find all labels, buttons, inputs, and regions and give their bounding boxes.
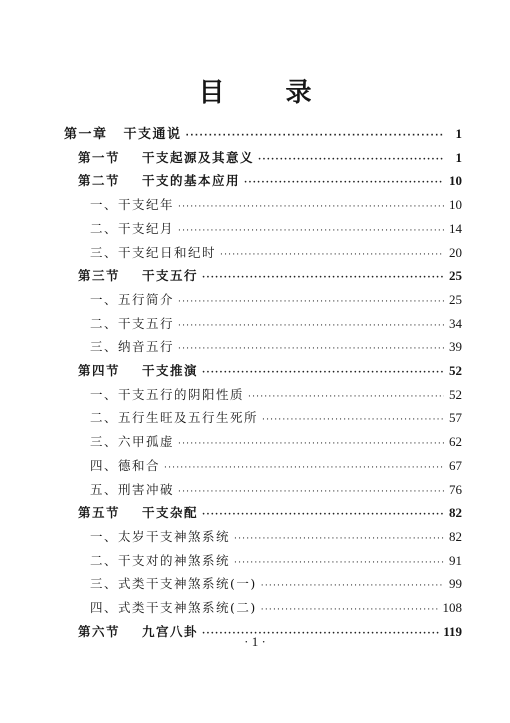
toc-entry-item bbox=[90, 480, 462, 500]
toc-entry-item bbox=[90, 408, 462, 428]
toc-entry-item bbox=[90, 337, 462, 357]
toc-entry-item bbox=[90, 456, 462, 476]
toc-entry-title: 三、六甲孤虚 bbox=[90, 434, 175, 450]
toc-entry-item bbox=[90, 385, 462, 405]
dot-leader bbox=[186, 126, 444, 146]
toc-entry-item bbox=[90, 574, 462, 594]
toc-entry-page: 1 bbox=[455, 149, 462, 165]
toc-entry-page: 1 bbox=[455, 126, 462, 141]
toc-entry-item bbox=[90, 314, 462, 334]
toc-entry-number: 第六节 bbox=[78, 623, 121, 639]
toc-entry-title: 三、纳音五行 bbox=[90, 339, 175, 355]
toc-entry-page: 67 bbox=[449, 457, 462, 473]
toc-entry-item bbox=[90, 195, 462, 215]
toc-entry-page: 25 bbox=[449, 291, 462, 307]
dot-leader bbox=[262, 410, 444, 430]
toc-entry-page: 99 bbox=[449, 576, 462, 592]
toc-entry-item bbox=[90, 432, 462, 452]
toc-entry-number: 第二节 bbox=[78, 173, 121, 189]
toc-entry-item bbox=[90, 527, 462, 547]
dot-leader bbox=[202, 268, 444, 288]
toc-entry-number: 第一章 bbox=[64, 127, 108, 142]
dot-leader bbox=[248, 387, 444, 407]
toc-entry-page: 62 bbox=[449, 434, 462, 450]
dot-leader bbox=[261, 600, 439, 620]
dot-leader bbox=[234, 553, 444, 573]
toc-entry-page: 82 bbox=[449, 505, 462, 521]
toc-entry-title: 干支的基本应用 bbox=[142, 173, 241, 189]
dot-leader bbox=[202, 363, 444, 383]
toc-entry-page: 57 bbox=[449, 410, 462, 426]
toc-entry-page: 10 bbox=[449, 197, 462, 213]
toc-entry-title: 二、干支纪月 bbox=[90, 220, 175, 236]
toc-entry-item bbox=[90, 598, 462, 618]
toc-entry-section bbox=[78, 171, 462, 191]
toc-entry-title: 一、太岁干支神煞系统 bbox=[90, 528, 231, 544]
toc-entry-title: 一、干支纪年 bbox=[90, 197, 175, 213]
dot-leader bbox=[178, 339, 444, 359]
dot-leader bbox=[178, 197, 444, 217]
toc-entry-title: 三、式类干支神煞系统(一) bbox=[90, 576, 257, 592]
toc-entry-title: 二、五行生旺及五行生死所 bbox=[90, 410, 259, 426]
toc-entry-page: 20 bbox=[449, 244, 462, 260]
dot-leader bbox=[178, 482, 444, 502]
toc-entry-item bbox=[90, 290, 462, 310]
toc-entry-number: 第五节 bbox=[78, 505, 121, 521]
toc-entry-title: 干支五行 bbox=[142, 268, 199, 284]
toc-entry-title: 一、干支五行的阴阳性质 bbox=[90, 386, 245, 402]
toc-entry-section bbox=[78, 148, 462, 168]
toc-entry-title: 四、德和合 bbox=[90, 457, 161, 473]
toc-entry-page: 25 bbox=[449, 268, 462, 284]
dot-leader bbox=[220, 245, 444, 265]
toc-entry-page: 76 bbox=[449, 481, 462, 497]
toc-entry-page: 39 bbox=[449, 339, 462, 355]
dot-leader bbox=[178, 434, 444, 454]
dot-leader bbox=[234, 529, 444, 549]
toc-entry-title: 干支杂配 bbox=[142, 505, 199, 521]
toc-entry-page: 119 bbox=[443, 623, 462, 639]
toc-entry-title: 二、干支对的神煞系统 bbox=[90, 552, 231, 568]
dot-leader bbox=[261, 576, 444, 596]
toc-entry-title: 二、干支五行 bbox=[90, 315, 175, 331]
toc-entry-page: 82 bbox=[449, 528, 462, 544]
toc-entry-title: 五、刑害冲破 bbox=[90, 481, 175, 497]
toc-entry-section bbox=[78, 266, 462, 286]
toc-entry-page: 108 bbox=[442, 600, 462, 615]
toc-entry-title: 一、五行简介 bbox=[90, 291, 175, 307]
page-title: 目 录 bbox=[198, 78, 338, 108]
toc-entry-title: 干支起源及其意义 bbox=[142, 149, 255, 165]
toc-entry-item bbox=[90, 243, 462, 263]
toc-entry-number: 第四节 bbox=[78, 363, 121, 378]
dot-leader bbox=[202, 505, 444, 525]
toc-entry-item bbox=[90, 551, 462, 571]
toc-entry-title: 九宫八卦 bbox=[142, 623, 199, 639]
toc-entry-section bbox=[78, 361, 462, 381]
dot-leader bbox=[178, 221, 444, 241]
toc-entry-section bbox=[78, 503, 462, 523]
toc-entry-title: 干支推演 bbox=[142, 363, 199, 378]
dot-leader bbox=[258, 150, 444, 170]
dot-leader bbox=[244, 173, 444, 193]
dot-leader bbox=[178, 316, 444, 336]
toc-entry-title: 四、式类干支神煞系统(二) bbox=[90, 600, 257, 615]
toc-entry-chapter bbox=[64, 124, 462, 144]
toc-entry-title: 三、干支纪日和纪时 bbox=[90, 244, 217, 260]
toc-entry-item bbox=[90, 219, 462, 239]
toc-entry-page: 10 bbox=[449, 173, 462, 189]
toc-entry-title: 干支通说 bbox=[123, 127, 182, 142]
toc-entry-page: 52 bbox=[449, 386, 462, 402]
toc-entry-page: 52 bbox=[449, 363, 462, 378]
toc-entry-page: 91 bbox=[449, 552, 462, 568]
dot-leader bbox=[178, 292, 444, 312]
page-number-footer: · 1 · bbox=[244, 634, 266, 649]
toc-entry-page: 14 bbox=[449, 220, 462, 236]
dot-leader bbox=[164, 458, 444, 478]
toc-entry-page: 34 bbox=[449, 315, 462, 331]
toc-entry-number: 第一节 bbox=[78, 149, 121, 165]
toc-entry-number: 第三节 bbox=[78, 268, 121, 284]
